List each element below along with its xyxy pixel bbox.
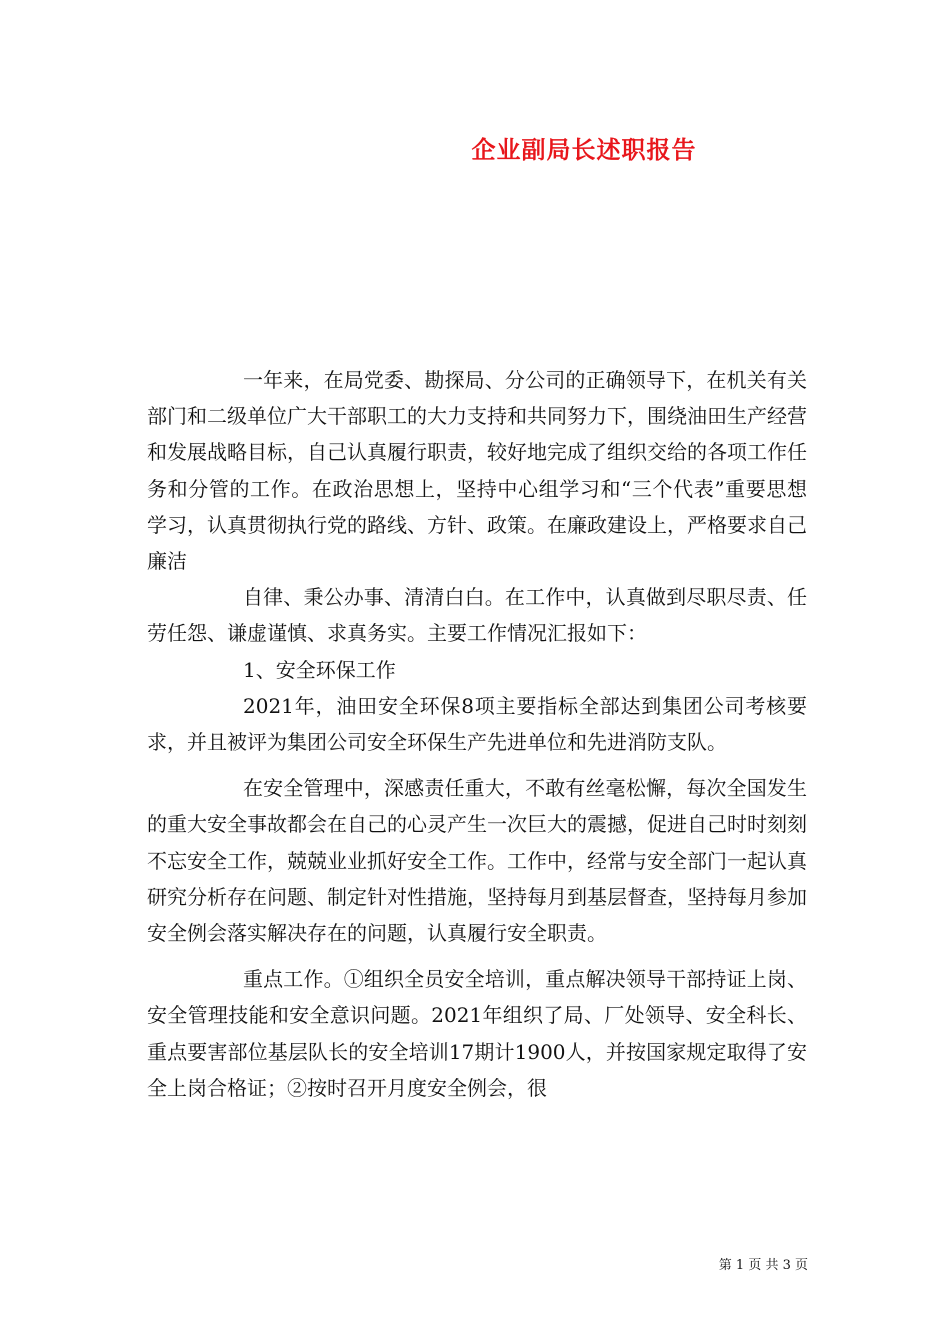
paragraph-safety-results: 2021年，油田安全环保8项主要指标全部达到集团公司考核要求，并且被评为集团公司安全环保生产先进单位和先进消防支队。 [147,693,807,755]
paragraph-intro: 一年来，在局党委、勘探局、分公司的正确领导下，在机关有关部门和二级单位广大干部职工的大力支持和共同努力下，围绕油田生产经营和发展战略目标，自己认真履行职责，较好地完成了组织交给的各项工作任务和分管的工作。在政治思想上，坚持中心组学习和“三个代表”重要思想学习，认真贯彻执行党的路线、方针、政策。在廉政建设上，严格要求自己廉洁 [147,368,807,574]
paragraph-self-discipline: 自律、秉公办事、清清白白。在工作中，认真做到尽职尽责、任劳任怨、谦虚谨慎、求真务实。主要工作情况汇报如下： [147,585,807,646]
document-title: 企业副局长述职报告 [471,135,697,164]
document-body [147,362,807,1106]
section-heading-safety: 1、安全环保工作 [243,657,396,682]
page-footer: 第 1 页 共 3 页 [718,1258,808,1273]
paragraph-key-work: 重点工作。①组织全员安全培训，重点解决领导干部持证上岗、安全管理技能和安全意识问题。2021年组织了局、厂处领导、安全科长、重点要害部位基层队长的安全培训17期计1900人，并按国家规定取得了安全上岗合格证；②按时召开月度安全例会，很 [147,967,807,1100]
paragraph-safety-management: 在安全管理中，深感责任重大，不敢有丝毫松懈，每次全国发生的重大安全事故都会在自己的心灵产生一次巨大的震撼，促进自己时时刻刻不忘安全工作，兢兢业业抓好安全工作。工作中，经常与安全部门一起认真研究分析存在问题、制定针对性措施，坚持每月到基层督查，坚持每月参加安全例会落实解决存在的问题，认真履行安全职责。 [147,776,807,946]
